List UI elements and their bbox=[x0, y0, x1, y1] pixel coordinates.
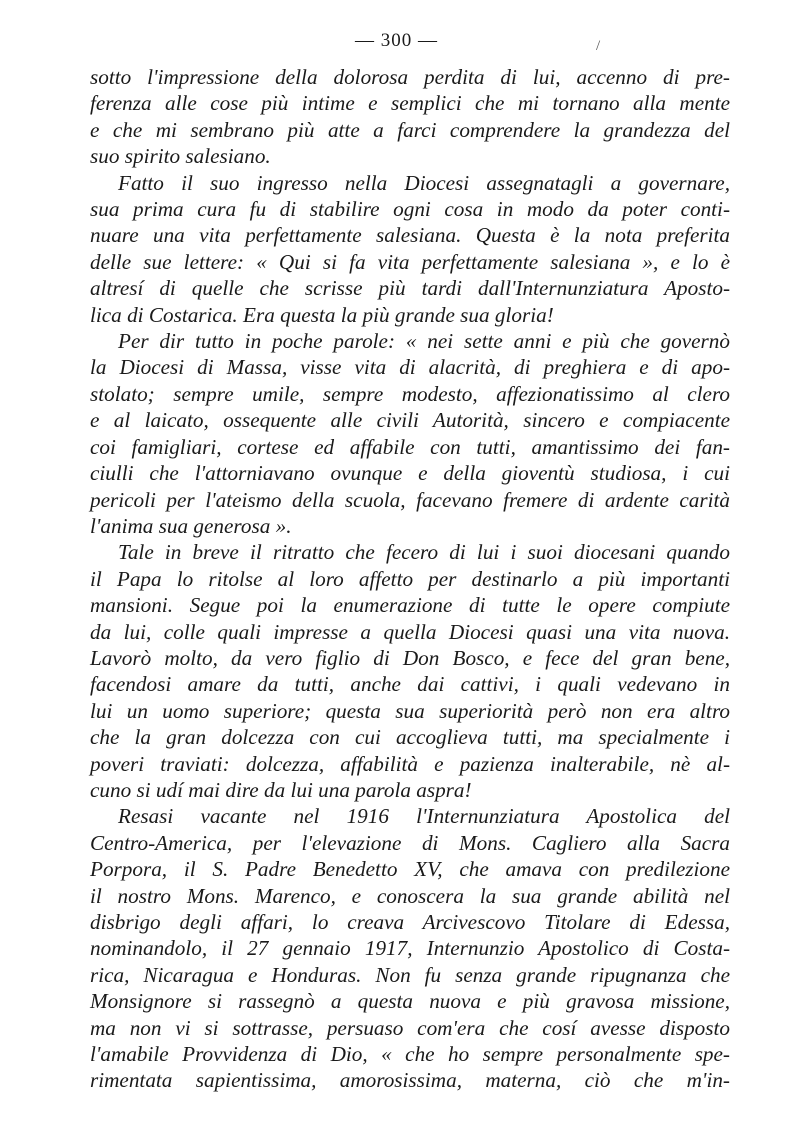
text-line: e che mi sembrano più atte a farci comprendere la grandezza del bbox=[90, 117, 730, 142]
text-line: lica di Costarica. Era questa la più grande sua gloria! bbox=[90, 302, 554, 327]
text-line: da lui, colle quali impresse a quella Diocesi quasi una vita nuova. bbox=[90, 619, 730, 644]
text-line: sotto l'impressione della dolorosa perdita di lui, accenno di pre- bbox=[90, 65, 730, 89]
text-line: Lavorò molto, da vero figlio di Don Bosco, e fece del gran bene, bbox=[90, 645, 730, 670]
text-line: suo spirito salesiano. bbox=[90, 144, 271, 169]
text-line: Fatto il suo ingresso nella Diocesi assegnatagli a governare, bbox=[118, 170, 730, 195]
text-line: pericoli per l'ateismo della scuola, facevano fremere di ardente carità bbox=[90, 487, 730, 512]
text-line: lui un uomo superiore; questa sua superiorità però non era altro bbox=[90, 698, 730, 723]
text-line: ma non vi si sottrasse, persuaso com'era che cosí avesse disposto bbox=[90, 1015, 730, 1040]
text-line: rica, Nicaragua e Honduras. Non fu senza grande ripugnanza che bbox=[90, 962, 730, 987]
text-line: l'amabile Provvidenza di Dio, « che ho sempre personalmente spe- bbox=[90, 1042, 730, 1067]
text-line: altresí di quelle che scrisse più tardi dall'Internunziatura Aposto- bbox=[90, 276, 730, 301]
text-line: stolato; sempre umile, sempre modesto, affezionatissimo al clero bbox=[90, 381, 730, 406]
text-line: che la gran dolcezza con cui accoglieva tutti, ma specialmente i bbox=[90, 725, 730, 750]
text-line: Porpora, il S. Padre Benedetto XV, che amava con predilezione bbox=[90, 857, 730, 882]
text-line: ferenza alle cose più intime e semplici che mi tornano alla mente bbox=[90, 91, 730, 116]
text-line: cuno si udí mai dire da lui una parola aspra! bbox=[90, 777, 472, 802]
text-line: rimentata sapientissima, amorosissima, materna, ciò che m'in- bbox=[90, 1068, 730, 1093]
text-line: la Diocesi di Massa, visse vita di alacrità, di preghiera e di apo- bbox=[90, 355, 730, 380]
page-number: — 300 — bbox=[355, 30, 438, 51]
text-line: l'anima sua generosa ». bbox=[90, 513, 292, 538]
text-line: ciulli che l'attorniavano ovunque e della gioventù studiosa, i cui bbox=[90, 461, 730, 486]
text-line: il nostro Mons. Marenco, e conoscera la sua grande abilità nel bbox=[90, 883, 730, 908]
text-line: nominandolo, il 27 gennaio 1917, Internunzio Apostolico di Costa- bbox=[90, 936, 730, 961]
text-line: Centro-America, per l'elevazione di Mons. Cagliero alla Sacra bbox=[90, 830, 730, 855]
text-line: coi famigliari, cortese ed affabile con tutti, amantissimo dei fan- bbox=[90, 434, 730, 459]
text-line: sua prima cura fu di stabilire ogni cosa in modo da poter conti- bbox=[90, 197, 730, 222]
stray-mark: / bbox=[596, 38, 601, 54]
body-text bbox=[90, 64, 730, 1094]
text-line: nuare una vita perfettamente salesiana. Questa è la nota preferita bbox=[90, 223, 730, 248]
text-line: Monsignore si rassegnò a questa nuova e più gravosa missione, bbox=[90, 989, 730, 1014]
text-line: e al laicato, ossequente alle civili Autorità, sincero e compiacente bbox=[90, 408, 730, 433]
text-line: facendosi amare da tutti, anche dai cattivi, i quali vedevano in bbox=[90, 672, 730, 697]
text-line: Resasi vacante nel 1916 l'Internunziatura Apostolica del bbox=[118, 804, 730, 829]
text-line: mansioni. Segue poi la enumerazione di tutte le opere compiute bbox=[90, 593, 730, 618]
text-line: il Papa lo ritolse al loro affetto per destinarlo a più importanti bbox=[90, 566, 730, 591]
text-line: delle sue lettere: « Qui si fa vita perfettamente salesiana », e lo è bbox=[90, 249, 730, 274]
text-line: Per dir tutto in poche parole: « nei sette anni e più che governò bbox=[118, 329, 730, 354]
text-line: Tale in breve il ritratto che fecero di lui i suoi diocesani quando bbox=[118, 540, 730, 565]
text-line: poveri traviati: dolcezza, affabilità e pazienza inalterabile, nè al- bbox=[90, 751, 730, 776]
text-line: disbrigo degli affari, lo creava Arcivescovo Titolare di Edessa, bbox=[90, 910, 730, 934]
